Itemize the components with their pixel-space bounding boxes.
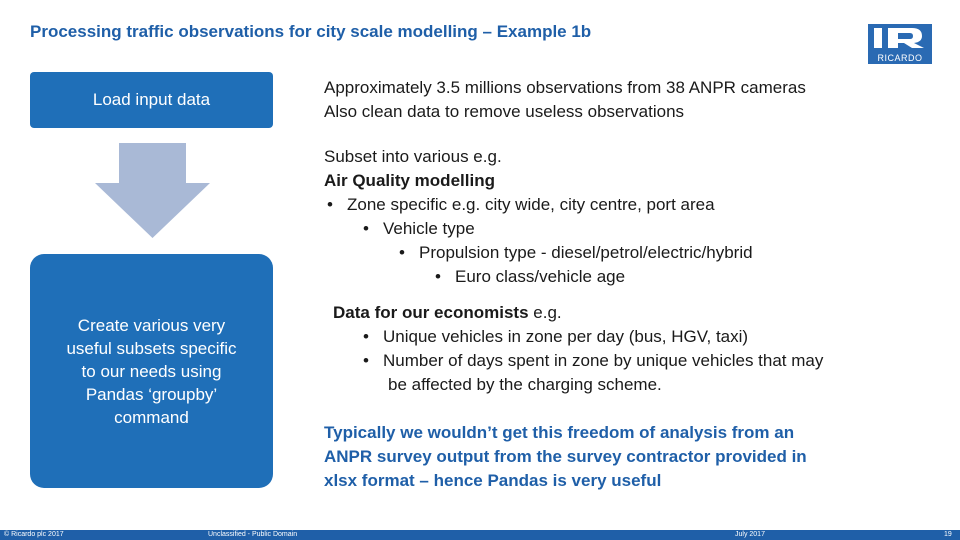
footer-page-number: 19	[944, 531, 952, 538]
ricardo-logo-text: RICARDO	[868, 52, 932, 64]
conclusion-line: xlsx format – hence Pandas is very useful	[324, 471, 662, 490]
subset-item: • Vehicle type	[363, 219, 475, 238]
economists-item: • Unique vehicles in zone per day (bus, HGV, taxi)	[363, 327, 749, 346]
intro-line: Also clean data to remove useless observations	[324, 102, 685, 121]
footer-copyright: © Ricardo plc 2017	[4, 531, 64, 538]
subset-item: • Zone specific e.g. city wide, city centre, port area	[327, 195, 715, 214]
economists-item: • Number of days spent in zone by unique vehicles that may	[363, 351, 824, 370]
subset-lead: Subset into various e.g.	[324, 147, 502, 166]
economists-text	[333, 301, 823, 397]
economists-heading: Data for our economists e.g.	[333, 303, 562, 322]
economists-item-cont: be affected by the charging scheme.	[388, 375, 662, 394]
create-line: useful subsets specific	[66, 338, 237, 358]
subset-item: • Euro class/vehicle age	[435, 267, 626, 286]
load-input-box: Load input data	[30, 72, 273, 128]
footer-date: July 2017	[735, 531, 765, 538]
conclusion-line: Typically we wouldn’t get this freedom of analysis from an	[324, 423, 795, 442]
create-line: Pandas ‘groupby’	[85, 384, 218, 404]
conclusion-line: ANPR survey output from the survey contractor provided in	[324, 447, 807, 466]
conclusion-text	[324, 421, 807, 493]
create-line: command	[114, 407, 189, 427]
intro-text	[324, 76, 806, 124]
subset-text	[324, 145, 753, 289]
slide-title: Processing traffic observations for city scale modelling – Example 1b	[30, 22, 592, 41]
create-line: Create various very	[77, 315, 226, 335]
footer-bar	[0, 530, 960, 540]
subset-item: • Propulsion type - diesel/petrol/electric/hybrid	[399, 243, 753, 262]
intro-line: Approximately 3.5 millions observations from 38 ANPR cameras	[324, 78, 806, 97]
create-line: to our needs using	[81, 361, 222, 381]
create-subsets-box	[30, 254, 273, 488]
subset-heading: Air Quality modelling	[324, 171, 495, 190]
footer-classification: Unclassified - Public Domain	[208, 531, 298, 538]
down-arrow-icon	[95, 143, 210, 238]
